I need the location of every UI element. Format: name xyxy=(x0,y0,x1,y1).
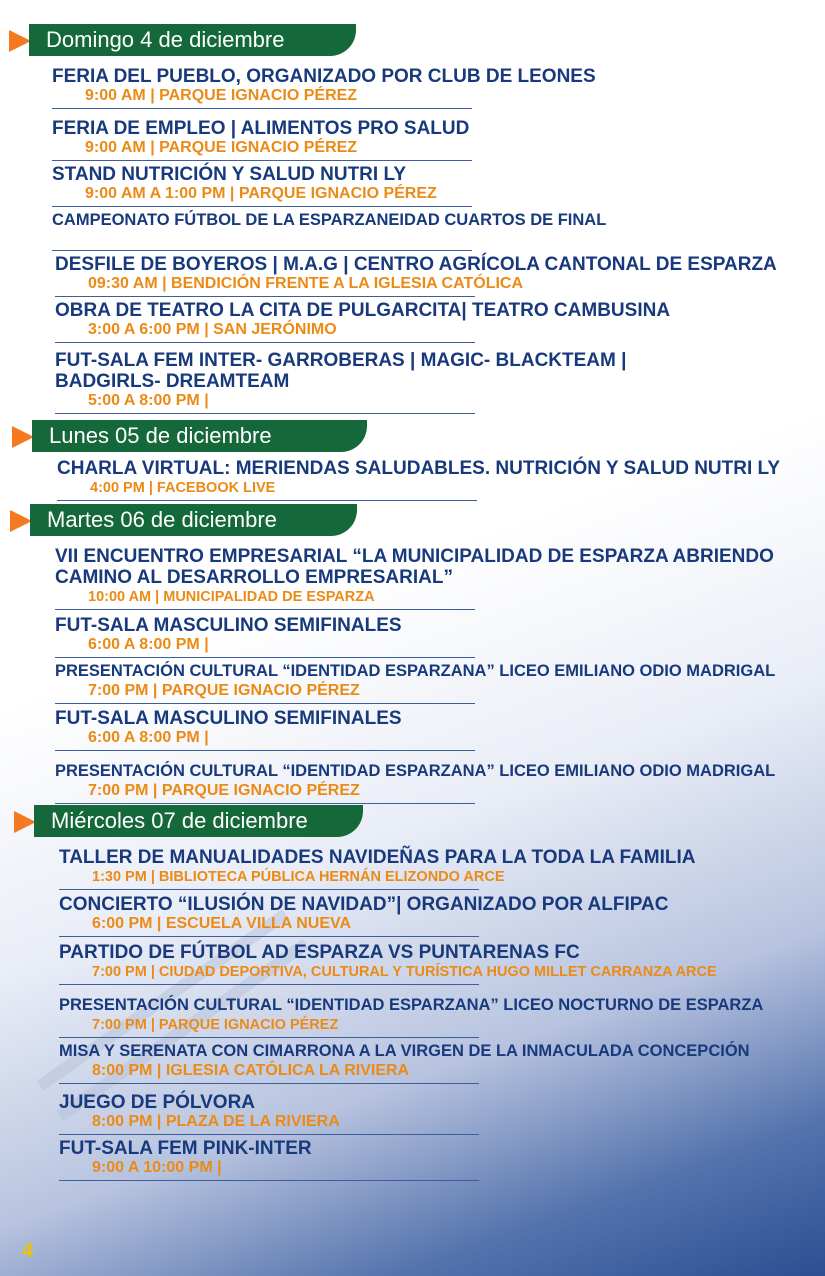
event-item xyxy=(55,615,475,658)
event-detail: 6:00 PM | ESCUELA VILLA NUEVA xyxy=(92,915,352,932)
divider xyxy=(55,803,475,804)
event-title: FERIA DEL PUEBLO, ORGANIZADO POR CLUB DE LEONES xyxy=(52,66,596,87)
divider xyxy=(59,1134,479,1135)
event-item xyxy=(59,1041,750,1084)
event-title: CHARLA VIRTUAL: MERIENDAS SALUDABLES. NUTRICIÓN Y SALUD NUTRI LY xyxy=(57,458,781,479)
event-detail: 7:00 PM | PARQUE IGNACIO PÉREZ xyxy=(88,682,360,699)
event-title: STAND NUTRICIÓN Y SALUD NUTRI LY xyxy=(52,164,406,185)
event-item xyxy=(55,546,805,610)
event-item xyxy=(55,300,670,343)
event-item xyxy=(55,350,715,414)
event-detail: 8:00 PM | IGLESIA CATÓLICA LA RIVIERA xyxy=(92,1062,410,1079)
event-title: FUT-SALA MASCULINO SEMIFINALES xyxy=(55,615,402,636)
divider xyxy=(57,500,477,501)
divider xyxy=(52,206,472,207)
event-title: CAMPEONATO FÚTBOL DE LA ESPARZANEIDAD CUARTOS DE FINAL xyxy=(52,211,607,229)
divider xyxy=(52,160,472,161)
day-title: Miércoles 07 de diciembre xyxy=(34,805,363,837)
divider xyxy=(55,413,475,414)
event-item xyxy=(57,458,780,501)
day-title: Martes 06 de diciembre xyxy=(30,504,357,536)
divider xyxy=(52,108,472,109)
event-detail: 8:00 PM | PLAZA DE LA RIVIERA xyxy=(92,1113,340,1130)
divider xyxy=(55,750,475,751)
event-detail: 4:00 PM | FACEBOOK LIVE xyxy=(90,480,276,496)
event-item xyxy=(59,1092,479,1135)
event-title: FUT-SALA FEM PINK-INTER xyxy=(59,1138,312,1159)
event-item xyxy=(52,66,596,109)
arrow-icon xyxy=(9,30,31,52)
event-detail: 3:00 A 6:00 PM | SAN JERÓNIMO xyxy=(88,321,337,338)
event-title: TALLER DE MANUALIDADES NAVIDEÑAS PARA LA TODA LA FAMILIA xyxy=(59,847,696,868)
event-detail: 7:00 PM | PARQUE IGNACIO PÉREZ xyxy=(88,782,360,799)
divider xyxy=(55,657,475,658)
event-item xyxy=(59,942,717,985)
divider xyxy=(55,703,475,704)
event-title: CONCIERTO “ILUSIÓN DE NAVIDAD”| ORGANIZADO POR ALFIPAC xyxy=(59,894,669,915)
divider xyxy=(55,296,475,297)
event-detail: 7:00 PM | CIUDAD DEPORTIVA, CULTURAL Y TURÍSTICA HUGO MILLET CARRANZA ARCE xyxy=(92,964,717,980)
event-item xyxy=(55,708,475,751)
event-detail: 6:00 A 8:00 PM | xyxy=(88,729,209,746)
page-number: 4 xyxy=(22,1240,34,1262)
event-title: PRESENTACIÓN CULTURAL “IDENTIDAD ESPARZANA” LICEO NOCTURNO DE ESPARZA xyxy=(59,996,764,1014)
divider xyxy=(55,609,475,610)
event-title: PARTIDO DE FÚTBOL AD ESPARZA VS PUNTARENAS FC xyxy=(59,942,580,963)
event-item xyxy=(55,761,775,804)
event-title: PRESENTACIÓN CULTURAL “IDENTIDAD ESPARZANA” LICEO EMILIANO ODIO MADRIGAL xyxy=(55,662,776,680)
event-item xyxy=(52,118,472,161)
day-title: Lunes 05 de diciembre xyxy=(32,420,367,452)
event-title: DESFILE DE BOYEROS | M.A.G | CENTRO AGRÍCOLA CANTONAL DE ESPARZA xyxy=(55,254,777,275)
event-detail: 5:00 A 8:00 PM | xyxy=(88,392,209,409)
event-item xyxy=(55,254,777,297)
divider xyxy=(52,250,472,251)
day-title: Domingo 4 de diciembre xyxy=(29,24,356,56)
event-title: FUT-SALA FEM INTER- GARROBERAS | MAGIC- BLACKTEAM | BADGIRLS- DREAMTEAM xyxy=(55,350,627,392)
divider xyxy=(59,1083,479,1084)
event-detail: 9:00 AM | PARQUE IGNACIO PÉREZ xyxy=(85,139,358,156)
divider xyxy=(59,889,479,890)
event-detail: 09:30 AM | BENDICIÓN FRENTE A LA IGLESIA CATÓLICA xyxy=(88,275,524,292)
event-detail: 9:00 AM | PARQUE IGNACIO PÉREZ xyxy=(85,87,358,104)
event-detail: 9:00 A 10:00 PM | xyxy=(92,1159,222,1176)
event-title: PRESENTACIÓN CULTURAL “IDENTIDAD ESPARZANA” LICEO EMILIANO ODIO MADRIGAL xyxy=(55,762,776,780)
event-item xyxy=(59,1138,479,1181)
divider xyxy=(59,1180,479,1181)
event-detail: 1:30 PM | BIBLIOTECA PÚBLICA HERNÁN ELIZONDO ARCE xyxy=(92,869,505,885)
divider xyxy=(59,984,479,985)
event-detail: 10:00 AM | MUNICIPALIDAD DE ESPARZA xyxy=(88,589,375,605)
event-title: FERIA DE EMPLEO | ALIMENTOS PRO SALUD xyxy=(52,118,470,139)
arrow-icon xyxy=(14,811,36,833)
event-item xyxy=(59,995,763,1038)
divider xyxy=(59,936,479,937)
event-item xyxy=(55,661,775,704)
divider xyxy=(55,342,475,343)
event-detail: 7:00 PM | PARQUE IGNACIO PÉREZ xyxy=(92,1017,339,1033)
arrow-icon xyxy=(10,510,32,532)
arrow-icon xyxy=(12,426,34,448)
event-title: OBRA DE TEATRO LA CITA DE PULGARCITA| TEATRO CAMBUSINA xyxy=(55,300,671,321)
event-title: JUEGO DE PÓLVORA xyxy=(59,1092,256,1113)
event-title: VII ENCUENTRO EMPRESARIAL “LA MUNICIPALIDAD DE ESPARZA ABRIENDO CAMINO AL DESARROLLO EMPRESARIAL” xyxy=(55,546,774,588)
divider xyxy=(59,1037,479,1038)
event-item xyxy=(59,894,668,937)
event-item xyxy=(52,164,472,207)
event-item xyxy=(52,210,606,231)
event-item xyxy=(59,847,695,890)
event-title: MISA Y SERENATA CON CIMARRONA A LA VIRGEN DE LA INMACULADA CONCEPCIÓN xyxy=(59,1042,750,1060)
event-detail: 9:00 AM A 1:00 PM | PARQUE IGNACIO PÉREZ xyxy=(85,185,437,202)
event-detail: 6:00 A 8:00 PM | xyxy=(88,636,209,653)
event-title: FUT-SALA MASCULINO SEMIFINALES xyxy=(55,708,402,729)
